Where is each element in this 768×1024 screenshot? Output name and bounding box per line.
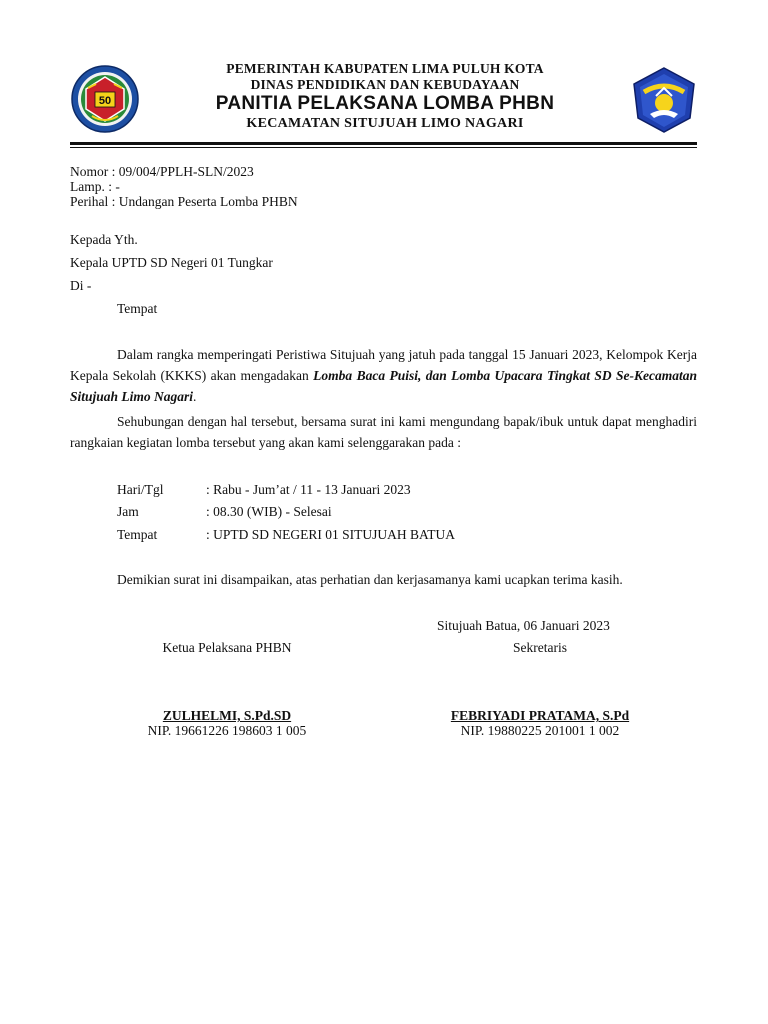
body-paragraph-2-text: Sehubungan dengan hal tersebut, bersama surat ini kami mengundang bapak/ibuk untuk dapat menghadiri rangkaian kegiatan lomba tersebut yang akan kami selenggarakan pada : (70, 414, 697, 450)
body-paragraph-1-end: . (193, 389, 197, 404)
emblem-number: 50 (98, 95, 112, 107)
letterhead-committee: PANITIA PELAKSANA LOMBA PHBN (215, 93, 555, 114)
recipient-at: Di - (70, 278, 92, 293)
signature-left-title: Ketua Pelaksana PHBN (162, 640, 292, 655)
signature-right-name: FEBRIYADI PRATAMA, S.Pd (450, 708, 630, 723)
schedule-value: : Rabu - Jum’at / 11 - 13 Januari 2023 (206, 482, 411, 497)
body-paragraph-1-text: Dalam rangka memperingati Peristiwa Situjuah yang jatuh pada tanggal 15 Januari 2023, Kelompok Kerja Kepala Sekolah (KKKS) akan mengadakan (70, 347, 697, 383)
recipient-salutation: Kepada Yth. (70, 232, 138, 247)
letterhead-divider-thick (70, 142, 697, 145)
letter-subject: Perihal : Undangan Peserta Lomba PHBN (70, 194, 298, 209)
schedule-label: Tempat (117, 527, 158, 542)
schedule-label: Hari/Tgl (117, 482, 164, 497)
letter-number: Nomor : 09/004/PPLH-SLN/2023 (70, 164, 254, 179)
event-name: Lomba Baca Puisi, dan Lomba Upacara Tingkat SD Se-Kecamatan Situjuah Limo Nagari (70, 368, 697, 404)
recipient-name: Kepala UPTD SD Negeri 01 Tungkar (70, 255, 273, 270)
place-date: Situjuah Batua, 06 Januari 2023 (437, 618, 610, 633)
body-paragraph-1 (70, 344, 697, 407)
schedule-label: Jam (117, 504, 139, 519)
body-paragraph-2 (70, 411, 697, 453)
letterhead-divider-thin (70, 147, 697, 148)
signature-left-nip: NIP. 19661226 198603 1 005 (147, 723, 307, 738)
letterhead-department: DINAS PENDIDIKAN DAN KEBUDAYAAN (250, 77, 520, 92)
signature-right-title: Sekretaris (513, 640, 567, 655)
closing-text: Demikian surat ini disampaikan, atas perhatian dan kerjasamanya kami ucapkan terima kasih. (117, 572, 623, 587)
signature-left-name: ZULHELMI, S.Pd.SD (162, 708, 292, 723)
letterhead-government: PEMERINTAH KABUPATEN LIMA PULUH KOTA (226, 61, 544, 76)
tut-wuri-handayani-icon (630, 66, 698, 134)
schedule-value: : 08.30 (WIB) - Selesai (206, 504, 332, 519)
signature-right-nip: NIP. 19880225 201001 1 002 (460, 723, 620, 738)
recipient-place: Tempat (117, 301, 158, 316)
letter-attachment: Lamp. : - (70, 179, 120, 194)
letterhead-district: KECAMATAN SITUJUAH LIMO NAGARI (246, 116, 524, 131)
schedule-value: : UPTD SD NEGERI 01 SITUJUAH BATUA (206, 527, 456, 542)
regency-emblem-icon (70, 64, 140, 134)
